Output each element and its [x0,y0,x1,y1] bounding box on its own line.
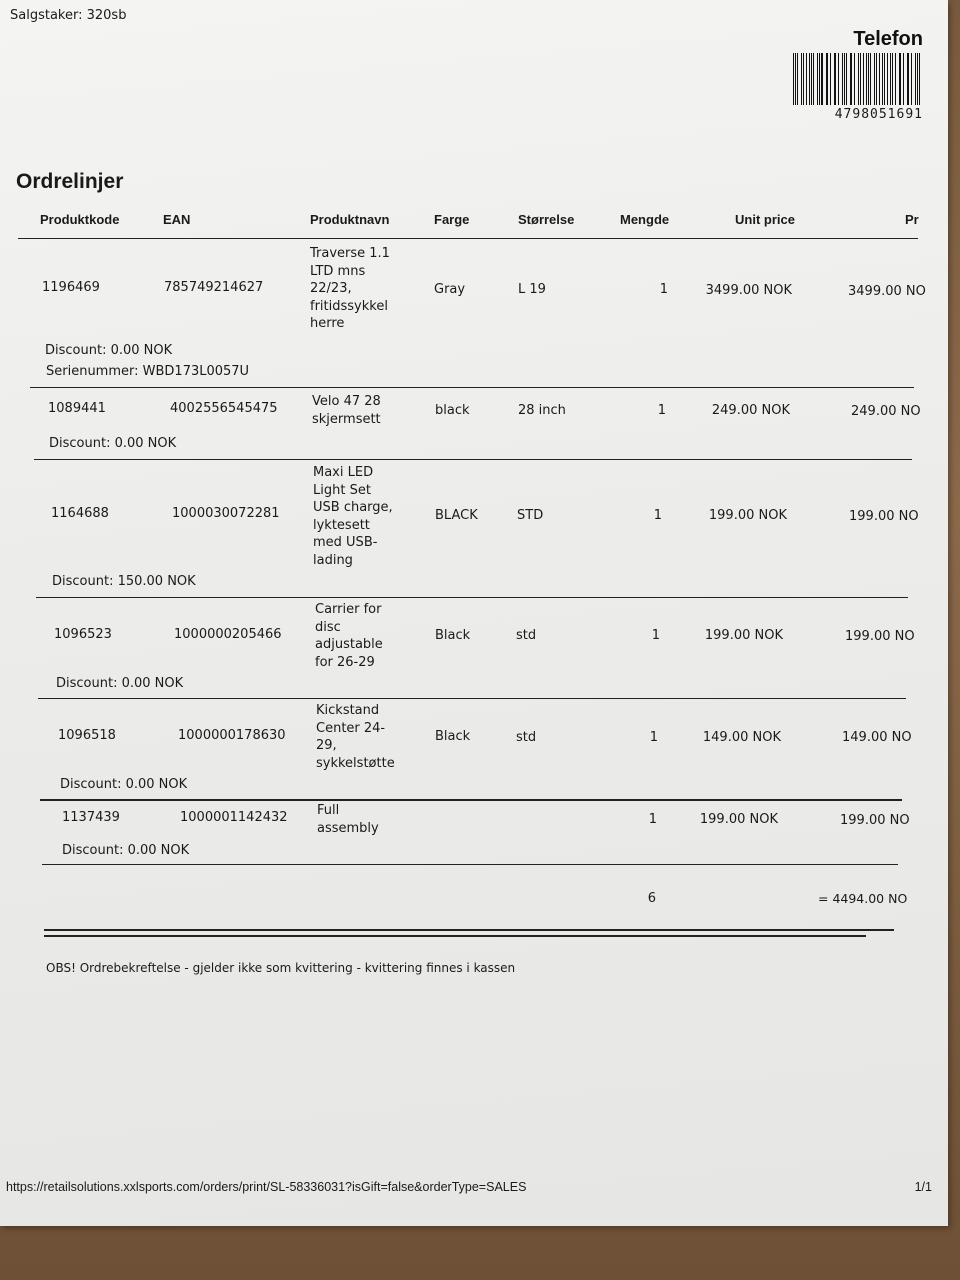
row-6-name: Full assembly [317,803,379,836]
row-3-ean: 1000030072281 [172,506,280,521]
footer-note: OBS! Ordrebekreftelse - gjelder ikke som kvittering - kvittering finnes i kassen [46,961,516,975]
section-title: Ordrelinjer [16,170,124,193]
row-5-qty: 1 [649,730,658,745]
row-3-rule [36,597,908,598]
row-4-color: Black [435,628,471,643]
row-6-ean: 1000001142432 [180,810,288,825]
row-5-code: 1096518 [58,728,116,743]
barcode-bars [793,53,923,105]
row-6-discount: Discount: 0.00 NOK [62,843,190,858]
barcode-bar [879,53,880,105]
row-4-size: std [516,628,537,643]
row-4-rule [38,698,906,699]
total-double-rule-top [44,929,894,931]
row-3-discount: Discount: 150.00 NOK [52,574,196,589]
barcode-bar [801,53,802,105]
row-2-code: 1089441 [48,401,106,416]
barcode-bar [854,53,855,105]
barcode-bar [838,53,839,105]
row-2-name: Velo 47 28 skjermsett [312,394,381,427]
row-4-unit-price: 199.00 NOK [704,628,783,643]
barcode-bar [846,53,847,105]
barcode-bar [882,53,883,105]
row-4-total: 199.00 NO [845,629,915,644]
row-4-ean: 1000000205466 [174,627,282,642]
row-2-size: 28 inch [518,403,566,418]
col-header-product-code: Produktkode [40,212,120,227]
row-1-rule [30,387,914,388]
row-3-unit-price: 199.00 NOK [708,508,787,523]
salesman-label: Salgstaker: 320sb [10,8,127,23]
row-6-rule [42,864,898,865]
row-6-code: 1137439 [62,810,120,825]
row-5-total: 149.00 NO [842,730,912,745]
row-2-qty: 1 [657,403,666,418]
barcode-bar [908,53,909,105]
barcode-title: Telefon [853,28,923,50]
row-3-color: BLACK [435,508,478,523]
barcode-bar [835,53,836,105]
page-number: 1/1 [914,1180,932,1194]
barcode-number: 4798051691 [834,107,923,122]
total-sum: = 4494.00 NO [818,891,908,906]
barcode-bar [817,53,818,105]
row-1-name: Traverse 1.1 LTD mns 22/23, fritidssykkel herre [310,246,390,331]
row-4-name: Carrier for disc adjustable for 26-29 [315,602,383,670]
row-2-color: black [435,403,470,418]
row-3-total: 199.00 NO [849,509,919,524]
barcode-bar [919,53,920,105]
row-3-qty: 1 [653,508,662,523]
barcode-bar [821,53,822,105]
barcode-bar [803,53,804,105]
row-2-discount: Discount: 0.00 NOK [49,436,177,451]
barcode-bar [830,53,831,105]
barcode-bar [866,53,867,105]
row-2-rule [34,459,912,460]
total-quantity: 6 [647,891,656,906]
col-header-product-name: Produktnavn [310,212,390,227]
row-4-qty: 1 [651,628,660,643]
row-5-rule [40,799,902,801]
barcode-bar [911,53,912,105]
row-4-code: 1096523 [54,627,112,642]
row-6-qty: 1 [648,812,657,827]
row-1-color: Gray [434,282,466,297]
col-header-price: Pr [905,212,919,227]
row-5-ean: 1000000178630 [178,728,286,743]
print-url: https://retailsolutions.xxlsports.com/orders/print/SL-58336031?isGift=false&orderType=SALES [6,1180,527,1194]
row-2-unit-price: 249.00 NOK [711,403,790,418]
col-header-color: Farge [434,212,470,227]
row-1-size: L 19 [518,282,546,297]
row-2-ean: 4002556545475 [170,401,278,416]
row-6-total: 199.00 NO [840,813,910,828]
row-2-total: 249.00 NO [851,404,921,419]
col-header-unit-price: Unit price [735,212,795,227]
barcode-bar [890,53,891,105]
col-header-size: Størrelse [518,212,575,227]
row-5-size: std [516,730,537,745]
barcode-bar [892,53,893,105]
row-1-total: 3499.00 NO [848,284,926,299]
total-double-rule-bottom [44,935,866,937]
col-header-quantity: Mengde [620,212,670,227]
barcode-bar [793,53,794,105]
col-header-ean: EAN [163,212,191,227]
row-3-name: Maxi LED Light Set USB charge, lyktesett med USB-lading [313,465,393,568]
row-1-code: 1196469 [42,280,100,295]
row-1-serial: Serienummer: WBD173L0057U [46,364,250,379]
row-4-discount: Discount: 0.00 NOK [56,676,184,691]
barcode-block [793,28,923,122]
barcode-bar [903,53,904,105]
header-rule [18,238,918,239]
row-1-unit-price: 3499.00 NOK [705,283,792,298]
row-5-unit-price: 149.00 NOK [702,730,781,745]
barcode-bar [874,53,875,105]
row-3-code: 1164688 [51,506,109,521]
row-5-color: Black [435,729,471,744]
row-6-unit-price: 199.00 NOK [699,812,778,827]
row-5-discount: Discount: 0.00 NOK [60,777,188,792]
row-1-ean: 785749214627 [164,280,264,295]
barcode-bar [813,53,814,105]
row-3-size: STD [517,508,544,523]
barcode-bar [858,53,859,105]
row-1-qty: 1 [659,282,668,297]
row-1-discount: Discount: 0.00 NOK [45,343,173,358]
row-5-name: Kickstand Center 24-29, sykkelstøtte [316,703,395,771]
